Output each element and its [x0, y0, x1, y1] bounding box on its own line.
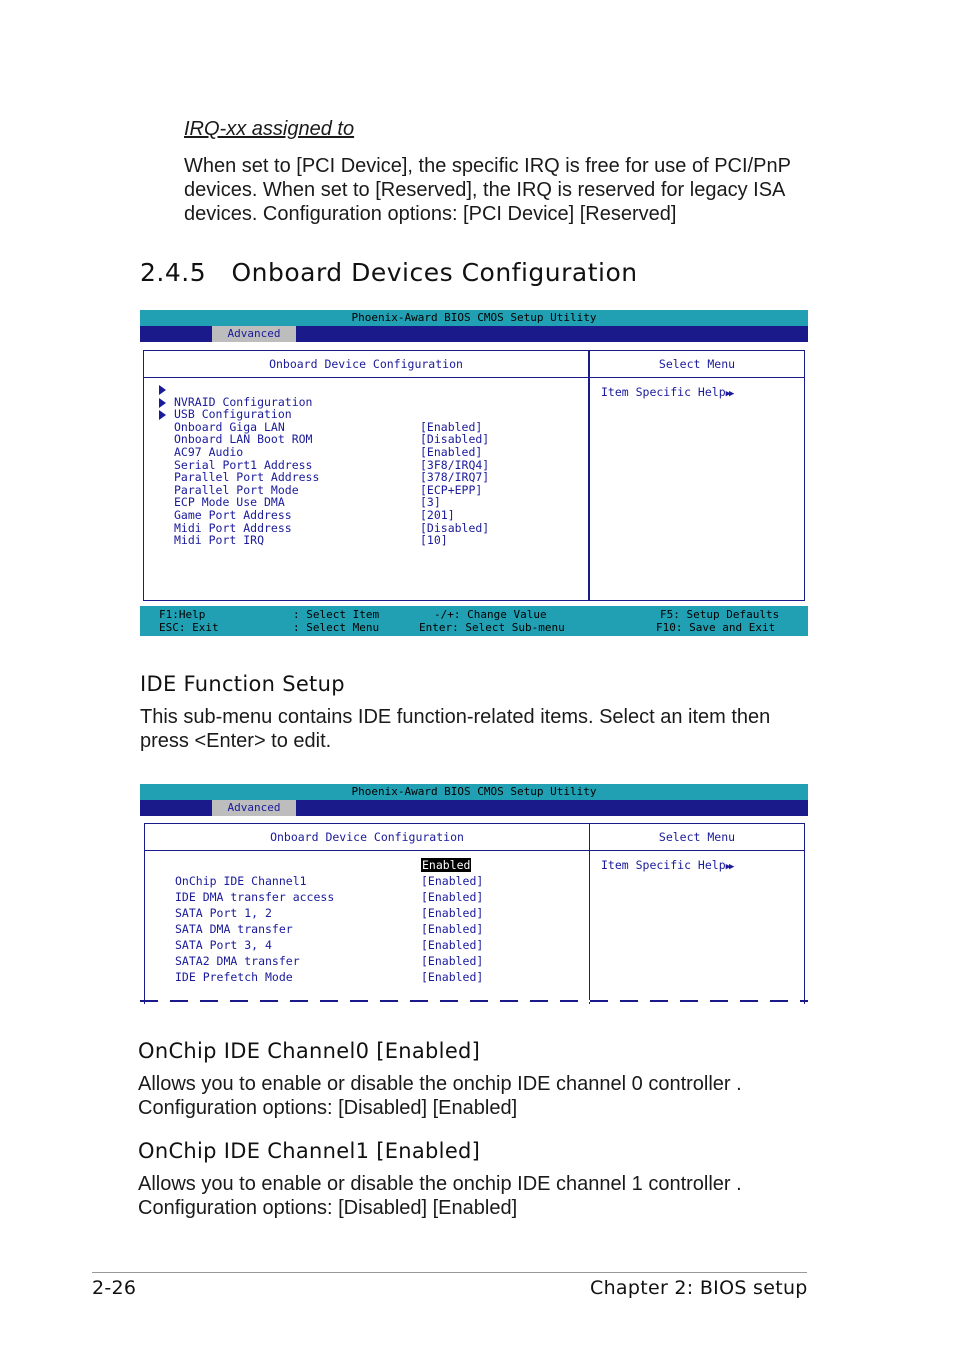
bios-item-value[interactable]: [Enabled] — [421, 954, 484, 968]
bios-item-label[interactable]: SATA2 DMA transfer — [175, 954, 300, 968]
bios-item-value[interactable]: [Disabled] — [420, 520, 490, 535]
bios-tab-bar — [140, 800, 808, 816]
double-arrow-icon: ▶▶ — [725, 389, 733, 399]
bios-item-label[interactable]: SATA Port 3, 4 — [175, 938, 272, 952]
intro-line-1: When set to [PCI Device], the specific IRQ is free for use of PCI/PnP — [184, 155, 791, 177]
bios-item-value[interactable]: [Enabled] — [421, 906, 484, 920]
bios-item-label[interactable]: ECP Mode Use DMA — [174, 495, 285, 510]
bios-item-value[interactable]: [10] — [420, 533, 448, 548]
bios-item-label[interactable]: AC97 Audio — [174, 445, 244, 459]
bios-item-label[interactable]: Parallel Port Mode — [174, 482, 299, 497]
panel-header-select-menu: Select Menu — [590, 351, 804, 378]
panel-header-onboard: Onboard Device Configuration — [144, 351, 588, 378]
footer-enter-submenu: Enter: Select Sub-menu — [419, 621, 565, 634]
bios-item-value[interactable]: [Enabled] — [421, 890, 484, 904]
bios-item-label[interactable]: NVRAID Configuration — [174, 394, 313, 409]
bios-item-label[interactable]: Serial Port1 Address — [174, 457, 313, 472]
ide-function-heading: IDE Function Setup — [140, 672, 345, 696]
channel0-heading: OnChip IDE Channel0 [Enabled] — [138, 1039, 481, 1063]
item-specific-help: Item Specific Help▶▶ — [601, 858, 733, 872]
bios-title-bar: Phoenix-Award BIOS CMOS Setup Utility — [140, 784, 808, 800]
bios-left-panel — [144, 823, 590, 1004]
footer-f1-help: F1:Help — [159, 608, 206, 621]
tab-advanced[interactable]: Advanced — [212, 800, 296, 816]
bios-screen-ide-function — [140, 784, 808, 1002]
bios-item-label[interactable]: Onboard LAN Boot ROM — [174, 432, 313, 447]
bios-item-label[interactable]: Midi Port IRQ — [174, 533, 265, 548]
double-arrow-icon: ▶▶ — [725, 862, 733, 872]
bios-right-panel — [589, 350, 805, 601]
submenu-arrow-icon — [159, 398, 166, 408]
channel1-heading: OnChip IDE Channel1 [Enabled] — [138, 1139, 481, 1163]
bios-title-bar: Phoenix-Award BIOS CMOS Setup Utility — [140, 310, 808, 326]
bios-item-value[interactable]: [378/IRQ7] — [420, 470, 490, 485]
bios-item-label[interactable]: IDE Prefetch Mode — [175, 970, 293, 984]
bios-item-label[interactable]: Game Port Address — [174, 508, 292, 522]
panel-header-onboard: Onboard Device Configuration — [145, 824, 589, 851]
bios-item-value[interactable]: [Enabled] — [421, 874, 484, 888]
footer-esc-exit: ESC: Exit — [159, 621, 219, 634]
bios-item-label[interactable]: IDE DMA transfer access — [175, 890, 335, 904]
footer-select-menu: : Select Menu — [293, 621, 380, 634]
bios-item-value[interactable]: [3F8/IRQ4] — [420, 457, 490, 472]
bios-right-panel — [589, 823, 805, 1004]
bios-tab-bar — [140, 326, 808, 342]
tab-advanced[interactable]: Advanced — [212, 326, 296, 342]
bios-item-label[interactable]: IDE Function Setup — [174, 382, 299, 396]
bios-item-value[interactable]: [Enabled] — [420, 419, 483, 434]
bios-screen-onboard-devices — [140, 310, 808, 636]
bios-item-label[interactable]: SATA Port 1, 2 — [175, 906, 272, 920]
channel0-line-2: Configuration options: [Disabled] [Enabled] — [138, 1097, 518, 1119]
bios-item-label[interactable]: USB Configuration — [174, 407, 292, 422]
footer-rule — [92, 1272, 807, 1273]
channel1-line-2: Configuration options: [Disabled] [Enabled] — [138, 1197, 518, 1219]
bios-footer — [140, 606, 808, 636]
bios-item-label[interactable]: Midi Port Address — [174, 520, 292, 535]
bios-item-label[interactable]: OnChip IDE Channel0 — [175, 858, 307, 872]
irq-assigned-heading: IRQ-xx assigned to — [184, 118, 355, 140]
footer-select-item: : Select Item — [293, 608, 380, 621]
torn-edge-divider — [140, 1000, 808, 1002]
bios-item-value[interactable]: [Enabled] — [420, 445, 483, 459]
channel1-line-1: Allows you to enable or disable the onchip IDE channel 1 controller . — [138, 1173, 742, 1195]
bios-item-label[interactable]: Parallel Port Address — [174, 470, 320, 485]
bios-item-value[interactable]: [Enabled] — [421, 970, 484, 984]
bios-item-label[interactable]: Onboard Giga LAN — [174, 419, 285, 434]
submenu-arrow-icon — [159, 410, 166, 420]
bios-item-value[interactable]: [Enabled] — [421, 922, 484, 936]
bios-item-value[interactable]: Enabled — [422, 858, 471, 872]
bios-item-value[interactable]: [Disabled] — [420, 432, 490, 447]
footer-change-value: -/+: Change Value — [434, 608, 547, 621]
bios-item-value[interactable]: [3] — [420, 495, 441, 510]
bios-item-label[interactable]: OnChip IDE Channel1 — [175, 874, 307, 888]
bios-item-value[interactable]: [Enabled] — [421, 938, 484, 952]
intro-line-2: devices. When set to [Reserved], the IRQ is reserved for legacy ISA — [184, 179, 786, 201]
item-specific-help: Item Specific Help▶▶ — [601, 385, 733, 399]
bios-item-label[interactable]: SATA DMA transfer — [175, 922, 293, 936]
chapter-label: Chapter 2: BIOS setup — [590, 1277, 808, 1299]
bios-left-panel — [143, 350, 589, 601]
panel-header-select-menu: Select Menu — [590, 824, 804, 851]
channel0-line-1: Allows you to enable or disable the onchip IDE channel 0 controller . — [138, 1073, 742, 1095]
submenu-arrow-icon — [159, 385, 166, 395]
footer-f5-defaults: F5: Setup Defaults — [660, 608, 780, 621]
footer-f10-save: F10: Save and Exit — [656, 621, 776, 634]
bios-item-value[interactable]: [ECP+EPP] — [420, 482, 483, 497]
intro-line-3: devices. Configuration options: [PCI Device] [Reserved] — [184, 203, 677, 225]
ide-desc-line-2: press <Enter> to edit. — [140, 730, 332, 752]
section-title: 2.4.5 Onboard Devices Configuration — [140, 258, 638, 287]
page-number: 2-26 — [92, 1277, 137, 1299]
bios-item-value[interactable]: [201] — [420, 508, 455, 522]
ide-desc-line-1: This sub-menu contains IDE function-related items. Select an item then — [140, 706, 771, 728]
